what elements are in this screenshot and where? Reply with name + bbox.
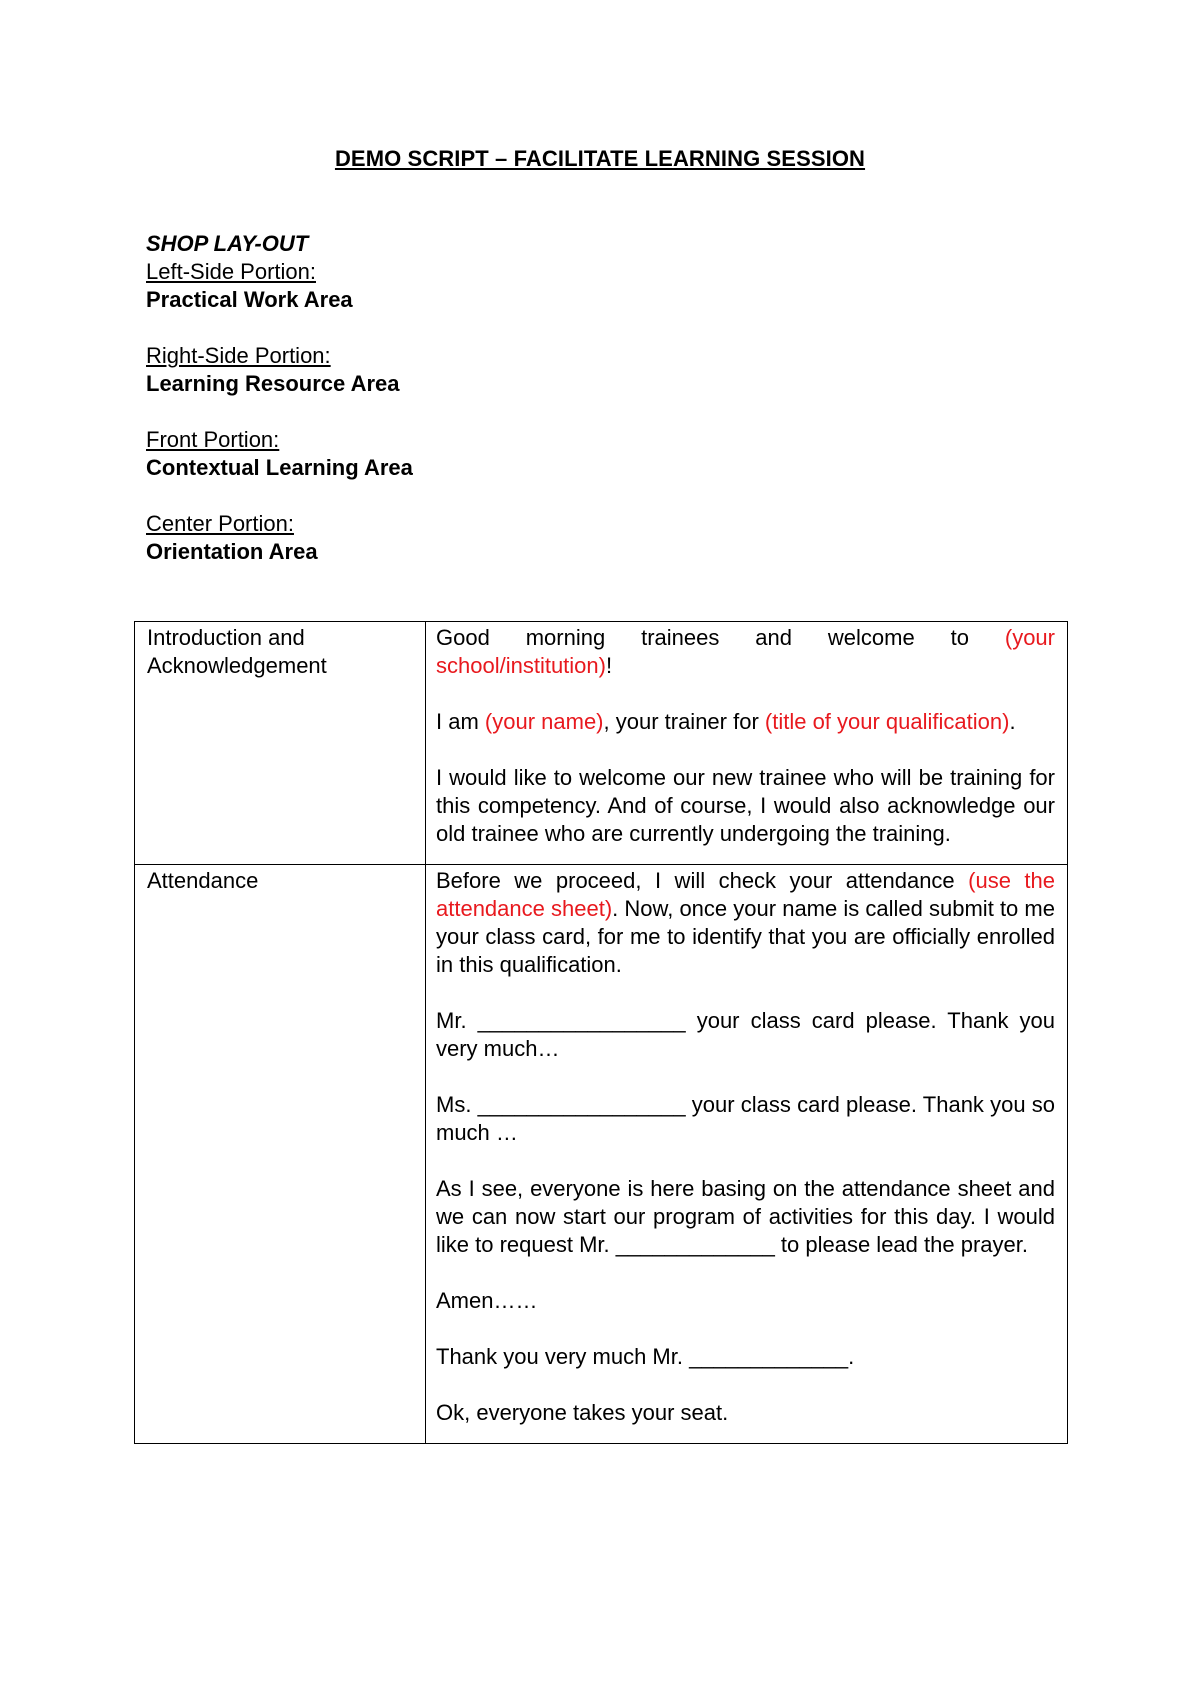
- portion-area-front: Contextual Learning Area: [146, 455, 413, 480]
- row-label-introduction: Introduction and Acknowledgement: [135, 622, 426, 865]
- script-paragraph: Amen……: [436, 1288, 538, 1313]
- portion-area-right: Learning Resource Area: [146, 371, 400, 396]
- script-text: , your trainer for: [603, 709, 765, 734]
- script-table: [134, 621, 1068, 1444]
- script-paragraph: [436, 708, 1055, 736]
- script-paragraph: [436, 867, 1055, 979]
- placeholder-text: (your name): [484, 709, 604, 734]
- placeholder-text: (title of your qualification): [764, 709, 1010, 734]
- row-script-attendance: [426, 865, 1068, 1444]
- shop-layout-heading: SHOP LAY-OUT: [146, 231, 309, 256]
- document-title: DEMO SCRIPT – FACILITATE LEARNING SESSION: [334, 146, 866, 171]
- script-text: I am: [436, 709, 485, 734]
- row-label-attendance: Attendance: [135, 865, 426, 1444]
- script-text: Before we proceed, I will check your attendance: [436, 868, 969, 893]
- script-paragraph: Ms. _________________ your class card please. Thank you so much …: [436, 1092, 1055, 1145]
- script-paragraph: Mr. _________________ your class card please. Thank you very much…: [436, 1008, 1055, 1061]
- portion-area-left: Practical Work Area: [146, 287, 353, 312]
- row-script-introduction: [426, 622, 1068, 865]
- portion-label-left: Left-Side Portion:: [146, 259, 316, 284]
- table-row: [135, 622, 1068, 865]
- placeholder-text: (your school/institution): [436, 625, 1055, 678]
- script-text: . Now, once your name is called submit to me your class card, for me to identify that you are officially enrolled in this qualification.: [436, 896, 1055, 977]
- portion-label-center: Center Portion:: [146, 511, 294, 536]
- portion-label-right: Right-Side Portion:: [146, 343, 331, 368]
- script-text: .: [1009, 709, 1016, 734]
- table-row: [135, 865, 1068, 1444]
- script-paragraph: Ok, everyone takes your seat.: [436, 1400, 729, 1425]
- script-text: !: [605, 653, 613, 678]
- script-text: Good morning trainees and welcome to: [436, 625, 1005, 650]
- script-paragraph: As I see, everyone is here basing on the attendance sheet and we can now start our program of activities for this day. I would like to request Mr. _____________ to please lead the prayer.: [436, 1176, 1055, 1257]
- placeholder-text: (use the attendance sheet): [436, 868, 1055, 921]
- script-paragraph: I would like to welcome our new trainee who will be training for this competency. And of course, I would also acknowledge our old trainee who are currently undergoing the training.: [436, 765, 1055, 846]
- shop-layout-section: [146, 230, 413, 594]
- portion-label-front: Front Portion:: [146, 427, 280, 452]
- portion-area-center: Orientation Area: [146, 539, 318, 564]
- script-paragraph: [436, 624, 1055, 680]
- script-paragraph: Thank you very much Mr. _____________.: [436, 1344, 855, 1369]
